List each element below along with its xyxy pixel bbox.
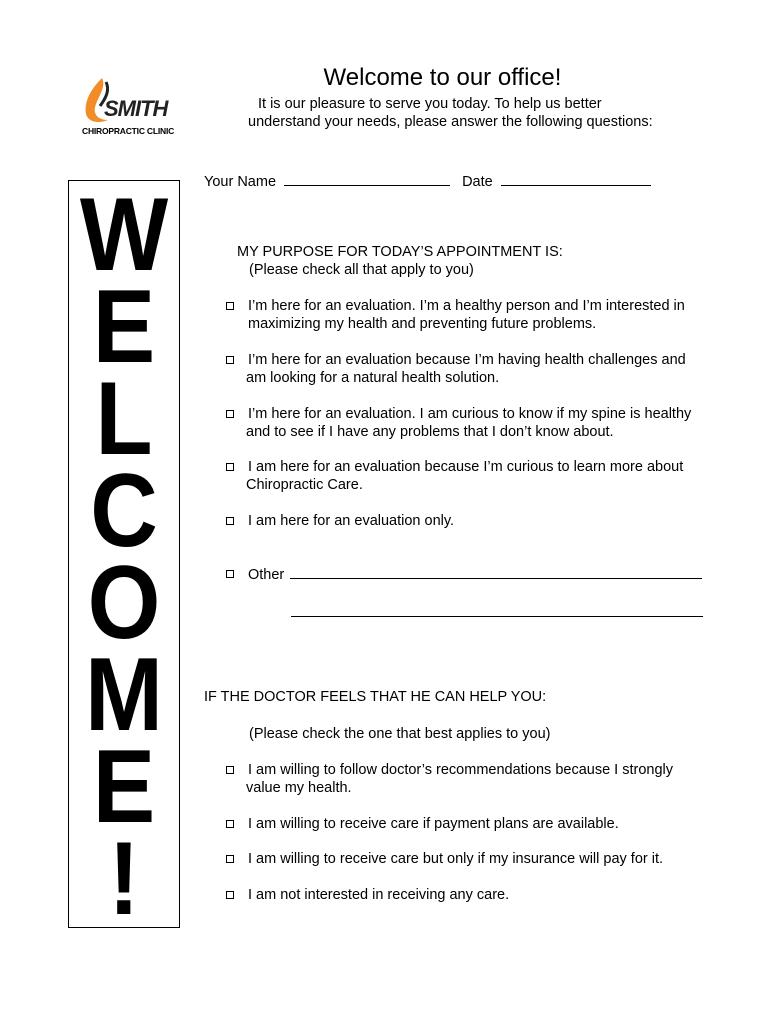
checkbox[interactable] [226, 517, 234, 525]
purpose-option-other [226, 565, 706, 584]
logo-subtitle: CHIROPRACTIC CLINIC [82, 126, 175, 136]
help-option-1: I am willing to follow doctor’s recommendations because I strongly value my health. [226, 761, 726, 797]
purpose-option-5: I am here for an evaluation only. [226, 512, 726, 530]
intro-line-1: It is our pleasure to serve you today. To help us better [258, 96, 602, 112]
checkbox[interactable] [226, 302, 234, 310]
banner-letter: L [95, 361, 153, 477]
checkbox[interactable] [226, 570, 234, 578]
banner-letter: E [92, 729, 156, 845]
purpose-option-1: I’m here for an evaluation. I’m a healthy person and I’m interested in maximizing my health and preventing future problems. [226, 297, 726, 333]
checkbox[interactable] [226, 410, 234, 418]
banner-letter: C [90, 453, 158, 569]
name-label: Your Name [204, 174, 277, 190]
help-option-2: I am willing to receive care if payment plans are available. [226, 815, 726, 833]
banner-letter: E [92, 269, 156, 385]
doctor-help-instruction: (Please check the one that best applies to you) [249, 726, 551, 742]
name-date-row [204, 172, 651, 190]
intro-line-2: understand your needs, please answer the following questions: [248, 114, 653, 130]
purpose-option-2: I’m here for an evaluation because I’m having health challenges and am looking for a natural health solution. [226, 351, 726, 387]
help-option-3: I am willing to receive care but only if my insurance will pay for it. [226, 850, 726, 868]
banner-letter: O [87, 545, 161, 661]
banner-letter: W [79, 177, 169, 293]
date-field[interactable] [501, 172, 651, 186]
checkbox[interactable] [226, 820, 234, 828]
page-title: Welcome to our office! [323, 64, 562, 91]
name-field[interactable] [284, 172, 450, 186]
checkbox[interactable] [226, 356, 234, 364]
purpose-option-4: I am here for an evaluation because I’m curious to learn more about Chiropractic Care. [226, 458, 726, 494]
banner-letter: M [85, 637, 163, 753]
doctor-help-heading: IF THE DOCTOR FEELS THAT HE CAN HELP YOU: [204, 689, 547, 705]
help-option-4: I am not interested in receiving any care. [226, 886, 726, 904]
logo-brand: SMITH [104, 96, 168, 121]
checkbox[interactable] [226, 891, 234, 899]
welcome-banner [68, 177, 180, 937]
purpose-instruction: (Please check all that apply to you) [249, 262, 474, 278]
other-label: Other [248, 567, 285, 583]
date-label: Date [462, 174, 493, 190]
checkbox[interactable] [226, 766, 234, 774]
purpose-option-3: I’m here for an evaluation. I am curious to know if my spine is healthy and to see if I have any problems that I don’t know about. [226, 405, 726, 441]
other-field-line-1[interactable] [290, 565, 702, 579]
banner-letter: ! [108, 821, 140, 937]
checkbox[interactable] [226, 463, 234, 471]
checkbox[interactable] [226, 855, 234, 863]
intro-text [248, 95, 653, 131]
other-field-line-2[interactable] [291, 603, 703, 617]
purpose-heading: MY PURPOSE FOR TODAY’S APPOINTMENT IS: [237, 244, 563, 260]
